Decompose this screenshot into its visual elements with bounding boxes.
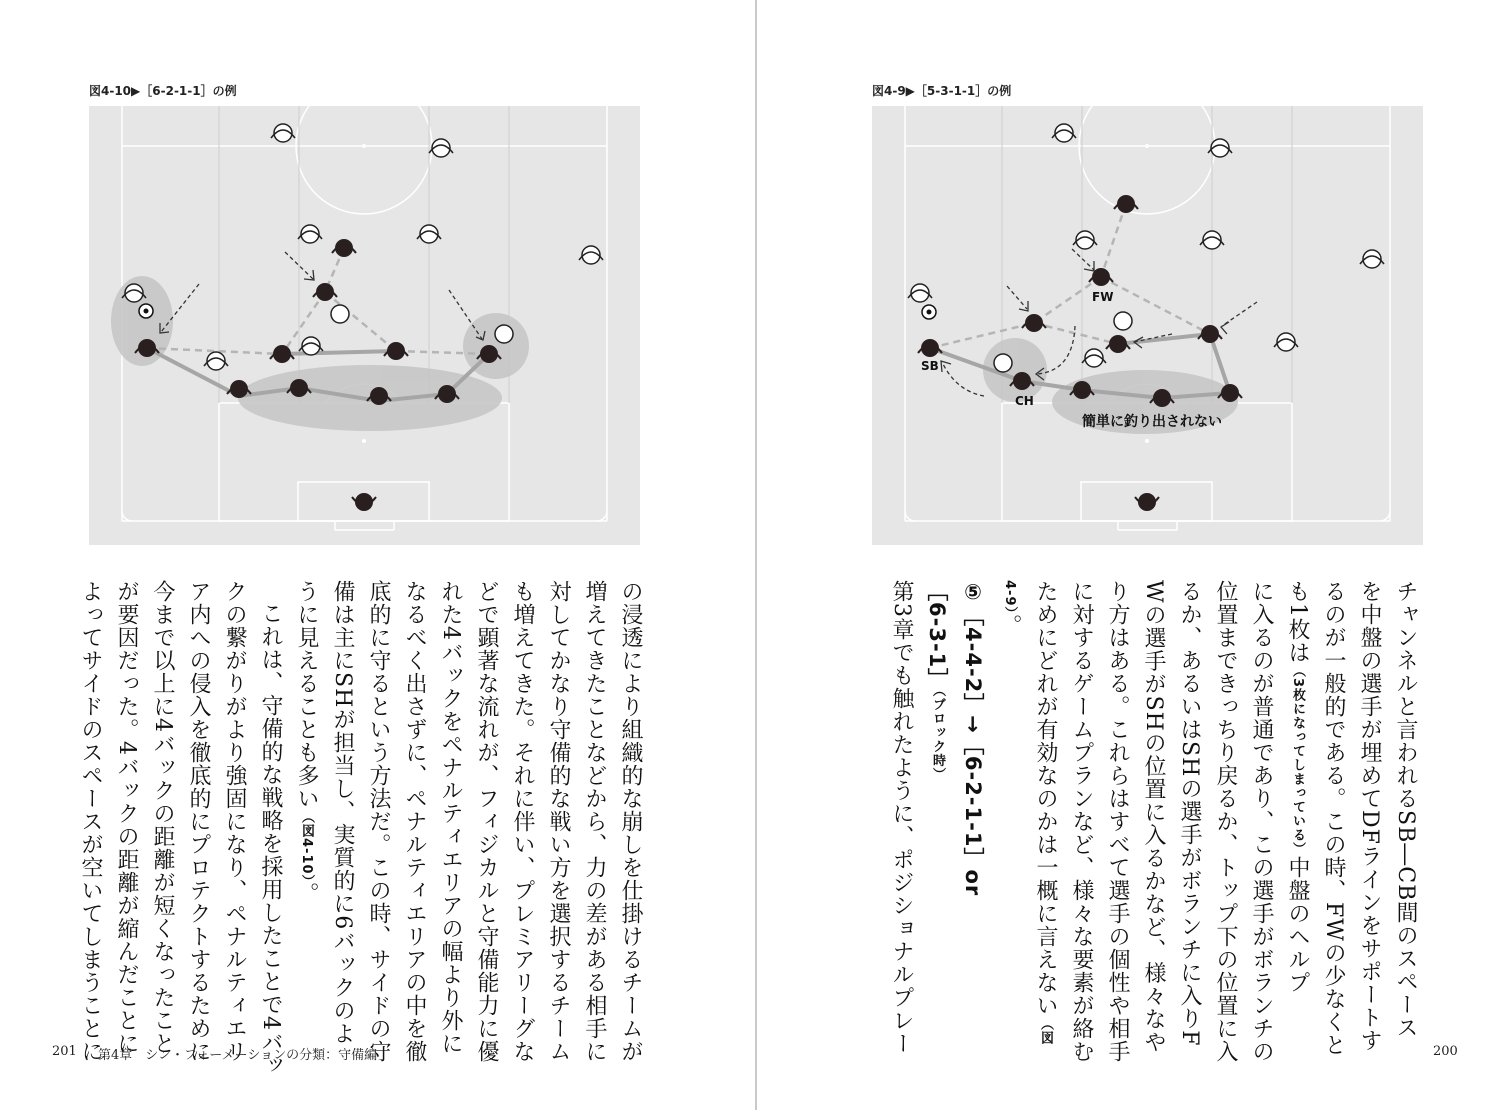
- figure-4-9-pitch: [872, 106, 1423, 545]
- text-line: り方はある。これらはすべて選手の個性や相手: [1105, 580, 1130, 1063]
- text-line: 対してかなり守備的な戦い方を選択するチーム: [546, 580, 571, 1063]
- text-line: よってサイドのスペースが空いてしまうことに: [78, 580, 103, 1063]
- text-line: 。: [997, 614, 1022, 637]
- figure-4-10-pitch: [89, 106, 640, 545]
- label-sb: SB: [921, 359, 939, 373]
- inline-note: （3枚になってしまっている）: [1290, 664, 1305, 857]
- pitch-diagram-6-2-1-1: [89, 106, 640, 545]
- text-line: が要因だった。4バックの距離が縮んだことに: [114, 580, 139, 1055]
- heading-line: ［6-3-1］: [925, 580, 949, 691]
- figure-caption-4-9: 図4-9▶［5-3-1-1］の例: [872, 84, 1012, 98]
- text-line: に入るのが普通であり、この選手がボランチの: [1249, 580, 1274, 1063]
- text-line: クの繋がりがより強固になり、ペナルティエリ: [222, 580, 247, 1063]
- text-line: を中盤の選手が埋めてDFラインをサポートす: [1357, 580, 1382, 1052]
- running-head: 第4章 シン・フォーメーションの分類：守備編: [98, 1048, 378, 1063]
- figure-caption-4-10: 図4-10▶［6-2-1-1］の例: [89, 84, 237, 98]
- right-page-body-text: [868, 580, 1423, 1063]
- text-line: これは、守備的な戦略を採用したことで4バッ: [258, 602, 283, 1077]
- page-number: 201: [52, 1044, 77, 1059]
- text-line: なるべく出さずに、ペナルティエリアの中を徹: [402, 580, 427, 1063]
- text-line: 今まで以上に4バックの距離が短くなったこと: [150, 580, 175, 1055]
- text-line: チャンネルと言われるSB―CB間のスペース: [1393, 580, 1418, 1040]
- text-line: うに見えることも多い: [294, 580, 319, 810]
- text-line: 中盤のヘルプ: [1285, 856, 1310, 995]
- heading-note: （ブロック時）: [930, 690, 945, 782]
- text-line: も増えてきた。それに伴い、プレミアリーグな: [510, 580, 535, 1063]
- right-page: [756, 0, 1512, 1110]
- text-line: 。: [294, 882, 319, 906]
- pitch-diagram-5-3-1-1: [872, 106, 1423, 545]
- text-line: るのが一般的である。この時、FWの少なくと: [1321, 580, 1346, 1057]
- text-line: ア内への侵入を徹底的にプロテクトするために: [186, 580, 211, 1063]
- text-line: も1枚は: [1285, 580, 1310, 664]
- text-line: 位置まできっちり戻るか、トップ下の位置に入: [1213, 580, 1238, 1063]
- page-number: 200: [1433, 1044, 1458, 1059]
- figure-reference: （図: [1038, 1017, 1053, 1045]
- heading-line: ⑤［4-4-2］→［6-2-1-1］or: [961, 580, 985, 897]
- text-line: の浸透により組織的な崩しを仕掛けるチームが: [618, 580, 643, 1063]
- text-line: 増えてきたことなどから、力の差がある相手に: [582, 580, 607, 1063]
- label-fw: FW: [1092, 290, 1114, 304]
- text-line: どで顕著な流れが、フィジカルと守備能力に優: [474, 580, 499, 1063]
- text-line: れた4バックをペナルティエリアの幅より外に: [438, 580, 463, 1055]
- figure-reference: （図4-10）: [299, 810, 314, 883]
- text-line: に対するゲームプランなど、様々な要素が絡む: [1069, 580, 1094, 1063]
- annotation-not-easily-drawn-out: 簡単に釣り出されない: [1082, 414, 1222, 430]
- text-line: るか、あるいはSHの選手がボランチに入りF: [1177, 580, 1202, 1047]
- text-line: ためにどれが有効なのかは一概に言えない: [1033, 580, 1058, 1017]
- text-line: 底的に守るという方法だ。この時、サイドの守: [366, 580, 391, 1063]
- text-line: 第3章でも触れたように、ポジショナルプレー: [889, 580, 914, 1055]
- section-heading: [919, 580, 991, 1010]
- text-line: 備は主にSHが担当し、実質的に6バックのよ: [330, 580, 355, 1046]
- label-ch: CH: [1015, 394, 1034, 408]
- text-line: Wの選手がSHの位置に入るかなど、様々なや: [1141, 580, 1166, 1054]
- figure-reference: 4-9）: [1002, 580, 1017, 614]
